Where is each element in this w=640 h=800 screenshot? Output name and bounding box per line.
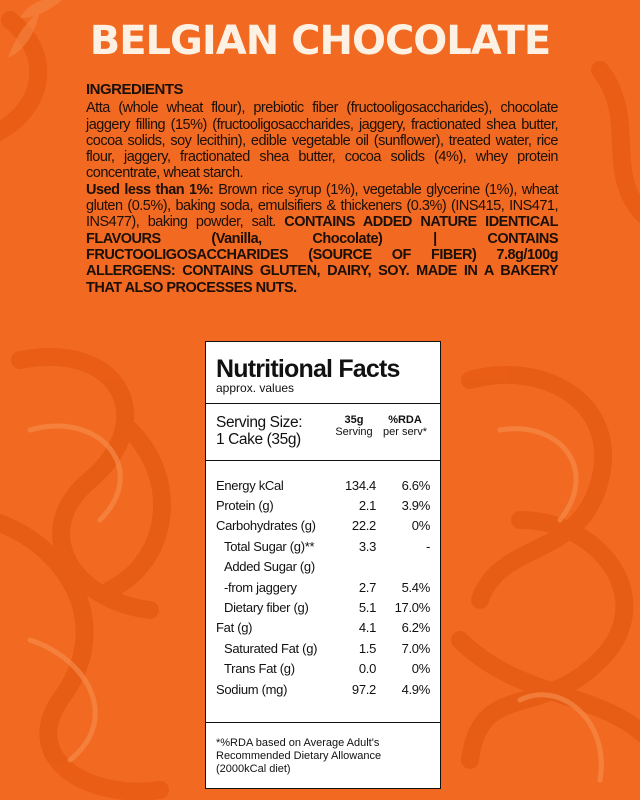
ingredients-heading: INGREDIENTS	[86, 81, 184, 98]
nutrition-row	[216, 516, 430, 536]
contains-text: CONTAINS ADDED NATURE IDENTICAL FLAVOURS (Vanilla, Chocolate) | CONTAINS FRUCTOOLIGOSACCHARIDES (SOURCE OF FIBER) 7.8g/100g ALLERGENS: CONTAINS GLUTEN, DAIRY, SOY. MADE IN A BAKERY THAT ALSO PROCESSES NUTS.	[86, 214, 558, 296]
nutrient-serving-value: 2.1	[358, 498, 376, 514]
page-title: BELGIAN CHOCOLATE	[89, 18, 551, 64]
nutrition-row	[216, 597, 430, 617]
nutrient-serving-value: 134.4	[344, 477, 376, 493]
nutrient-serving-value: 1.5	[358, 640, 376, 656]
nutrient-serving-value: 4.1	[358, 620, 376, 636]
nutrient-serving-value: 22.2	[351, 518, 376, 534]
column-header-rda-bold: %RDA	[388, 414, 422, 426]
nutrient-label: Trans Fat (g)	[224, 661, 295, 677]
column-header-rda	[380, 414, 430, 438]
nutrient-label: Protein (g)	[216, 498, 274, 514]
nutrient-serving-value: 2.7	[358, 579, 376, 595]
ingredients-text: Atta (whole wheat flour), prebiotic fiber (fructooligosaccharides), chocolate jaggery filling (15%) (fructooligosaccharides, jaggery, fractionated shea butter, cocoa solids, soy lecithin), edible vegetable oil (sunflower), treated water, rice flour, jaggery, fractionated shea butter, cocoa solids (4%), whey protein concentrate, wheat starch.	[86, 100, 558, 182]
nutrient-label: Saturated Fat (g)	[224, 640, 318, 656]
nutrition-row	[216, 577, 430, 597]
serving-size-row	[206, 404, 440, 461]
nutrient-label: Energy kCal	[216, 477, 284, 493]
nutrition-row	[216, 557, 430, 577]
nutrient-label: Added Sugar (g)	[224, 559, 315, 575]
nutrient-rda-value: 4.9%	[401, 681, 430, 697]
nutrient-rda-value: 17.0%	[394, 600, 430, 616]
nutrition-title: Nutritional Facts	[216, 355, 400, 383]
nutrition-subtitle: approx. values	[216, 381, 295, 395]
column-header-serving-bold: 35g	[344, 414, 364, 426]
nutrient-serving-value: 3.3	[358, 538, 376, 554]
ingredients-minor-text	[86, 182, 558, 296]
nutrient-label: -from jaggery	[224, 579, 297, 595]
nutrient-label: Dietary fiber (g)	[224, 600, 309, 616]
used-less-text: Brown rice syrup (1%), vegetable glycerine (1%), wheat gluten (0.5%), baking soda, emulsifiers & thickeners (0.3%) (INS415, INS471, INS477), baking powder, salt.	[86, 181, 558, 231]
nutrient-label: Fat (g)	[216, 620, 253, 636]
nutrient-rda-value: 6.6%	[401, 477, 430, 493]
nutrient-rda-value: 3.9%	[401, 498, 430, 514]
used-less-label: Used less than 1%:	[86, 181, 214, 198]
column-header-serving	[332, 414, 376, 438]
nutrition-header	[206, 342, 440, 404]
nutrition-facts-panel	[205, 341, 441, 789]
nutrition-row	[216, 638, 430, 658]
nutrient-rda-value: 5.4%	[401, 579, 430, 595]
serving-size-label	[216, 414, 332, 448]
nutrient-serving-value: 97.2	[351, 681, 376, 697]
nutrition-row	[216, 679, 430, 699]
nutrient-rda-value: 7.0%	[401, 640, 430, 656]
nutrient-label: Total Sugar (g)**	[224, 538, 315, 554]
nutrition-row	[216, 475, 430, 495]
serving-size-label-1: Serving Size:	[216, 414, 303, 431]
nutrient-rda-value: 6.2%	[401, 620, 430, 636]
nutrition-row	[216, 495, 430, 515]
column-header-serving-sub: Serving	[335, 426, 373, 438]
nutrient-rda-value: 0%	[411, 661, 430, 677]
nutrient-rda-value: 0%	[411, 518, 430, 534]
serving-size-label-2: 1 Cake (35g)	[216, 431, 301, 448]
nutrient-label: Carbohydrates (g)	[216, 518, 316, 534]
ingredients-section	[86, 82, 558, 296]
rda-footnote: *%RDA based on Average Adult's Recommended Dietary Allowance (2000kCal diet)	[206, 722, 440, 788]
nutrient-serving-value: 0.0	[358, 661, 376, 677]
nutrition-rows	[206, 461, 440, 699]
nutrient-serving-value: 5.1	[358, 600, 376, 616]
column-header-rda-sub: per serv*	[382, 426, 428, 438]
nutrition-row	[216, 618, 430, 638]
nutrient-rda-value: -	[425, 538, 430, 554]
nutrition-row	[216, 536, 430, 556]
nutrient-label: Sodium (mg)	[216, 681, 288, 697]
nutrition-row	[216, 659, 430, 679]
